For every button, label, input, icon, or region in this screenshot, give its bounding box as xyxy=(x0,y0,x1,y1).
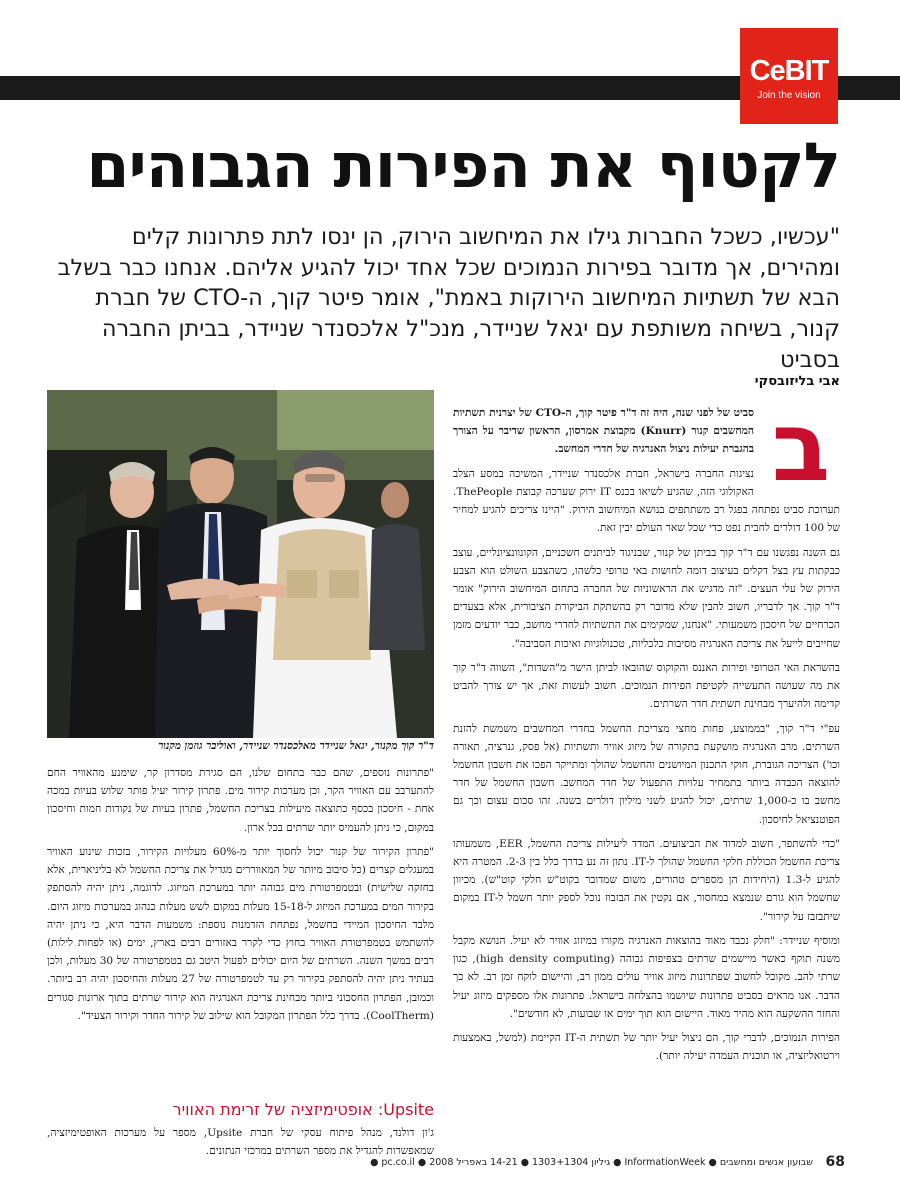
page-footer xyxy=(47,1152,845,1176)
section-subhead: Upsite: אופטימיזציה של זרימת האוויר xyxy=(172,1100,434,1119)
article-paragraph: "כדי להשתפר, חשוב למדוד את הביצועים. המדד ליעילות צריכת החשמל, EER, משמעותו צריכת החשמל הכוללת חלקי החשמל שהולך ל-IT. נתון זה נע בדרך כלל בין 2-3. המטרה היא להגיע ל-1.3 (היחידות הן מספרים טהורים, משום שמדובר בקוט"ש חלקי קוט"ש). מכיוון שחשמל הוא גורם שנמצא במחסור, אם נקטין את הבזבוז נוכל לספק יותר חשמל ל-IT במקום שיתבזבז על קירור". xyxy=(453,837,840,923)
article-paragraph: הפירות הנמוכים, לדברי קוך, הם ניצול יעיל יותר של תשתית ה-IT הקיימת (למשל, באמצעות וירטואליזציה, או תוכנית העמדה יעילה יותר). xyxy=(453,1032,840,1063)
photo-caption: ד"ר קוך מקנור, יגאל שניידר מאלכסנדר שניידר, ואוליבר גוזמן מקנור xyxy=(158,740,434,752)
footer-publication-info: שבועון אנשים ומחשבים ● InformationWeek ● גיליון 1303+1304 ● 14-21 באפריל 2008 ● pc.co.il ● xyxy=(370,1157,813,1168)
article-headline: לקטוף את הפירות הגבוהים xyxy=(86,129,840,202)
article-paragraph: "פתרון הקירור של קנור יכול לחסוך יותר מ-60% מעלויות הקירור, בזכות שינוע האוויר במעגלים קצרים (כל סיבוב מיותר של המאווררים מגדיל את צריכת החשמל לא בליניארית, אלא בחזקה שלישית) ובטמפרטורת מים גבוהה יותר במערכת המיזוג. לדוגמה, ניתן יהיה להסתפק בקירור המים במערכת המיזוג ל-15-18 מעלות במקום לשש מעלות כנהוג במערכות מיזוג היום. מלבד החיסכון המיידי בחשמל, נפתחת הזדמנות נוספת: משמעות הדבר היא, כי ניתן יהיה להשתמש בטמפרטורת האוויר בחוץ כדי לקרר באזורים רבים בארץ, ימים (או לפחות לילות) רבים במשך השנה. השרתים של היום יכולים לפעול היטב גם בטמפרטורה של 30 מעלות, ולכן בעתיד ניתן יהיה להסתפק בקירור רק עד לטמפרטורה של 27 מעלות והחיסכון יהיה רב ביותר. וכמובן, הפתרון החסכוני ביותר מבחינת צריכת האנרגיה הוא קירור שרתים בתוך ארונות סגורים (CoolTherm). בדרך כלל הפתרון המקובל הוא שילוב של קירור החדר וקירור הצעיד". xyxy=(47,845,434,1022)
drop-cap: ב xyxy=(771,404,831,503)
article-paragraph: נציגות החברה בישראל, חברת אלכסנדר שניידר, המשיכה במסע הצלב האקולוגי הזה, שהגיע לשיאו בכנס IT ירוק שערכה קבוצת ThePeople. תערוכת סביט נפתחה בפגל רב משתתפים בנושא המיחשוב הירוק. "היינו צריכים להגיע למחיר של 100 דולרים לחבית נפט כדי שכל שאר העולם יבין זאת. xyxy=(453,467,840,535)
article-paragraph: סביט של לפני שנה, היה זה ד"ר פיטר קוך, ה-CTO של יצרנית תשתיות המחשבים קנור (Knurr) מקבוצת אמרסון, הראשון שדיבר על הצורך בהגברת יעילות ניצול האנרגיה של חדרי המחשב. xyxy=(453,407,755,456)
page-number: 68 xyxy=(825,1154,845,1170)
cebit-logo xyxy=(740,28,838,124)
photo-illustration xyxy=(47,390,434,738)
logo-wordmark: CeBIT xyxy=(749,55,829,87)
article-paragraph: בהשראת האי הטרופי ופירות האננס והקוקוס שהובאו לביתן הישר מ"השדות", השווה ד"ר קוך את מה שעושה התעשייה לקטיפת הפירות הנמוכים. חשוב לעשות זאת, אך יש צורך להביט קדימה ולהיערך מבחינת תשתית חדר השרתים. xyxy=(453,661,840,711)
logo-tagline: Join the vision xyxy=(757,90,821,101)
article-byline: אבי בליזובסקי xyxy=(754,374,840,389)
article-photo xyxy=(47,390,434,738)
article-column-right xyxy=(453,404,840,1154)
article-paragraph: "פתרונות נוספים, שהם כבר בתחום שלנו, הם סגירת מסדרון קר, שימנע מהאוויר החם להתערבב עם האוויר הקר, וכן מערכות קירור מים. פתרון קירור יעיל פותר שלוש בעיות במכה אחת - חיסכון בכסף כתוצאה מיעילות בצריכת החשמל, פתרון בעיות של נקודות חמות וחיסכון במקום, כי ניתן להעמיס יותר שרתים בכל ארון. xyxy=(47,767,434,834)
article-paragraph: עפ"י ד"ר קוך, "בממוצע, פחות מחצי מצריכת החשמל בחדרי המחשבים משמשת להזנת השרתים. מרב האנרגיה מושקעת בתקורה של מיזוג אוויר ותשתיות (אל פסק, גנרציה, תאורה וכו') הצריכה הגוברת, חוקי התכנון המיושנים והחשמל שהולך ומתייקר הפכו את חשבון החשמל להוצאה הכבדה ביותר בתמחיר עלויות התפעול של חדר המחשב. חשבון החשמל של חדר מחשב בו כ-1,000 שרתים, יכול להגיע לשני מיליון דולרים בשנה. זהו סכום עצום וכך גם הפוטנציאל לחיסכון. xyxy=(453,722,840,826)
section-paragraph: ג'ון דולנד, מנהל פיתוח עסקי של חברת Upsite, מספר על מערכות האופטימיזציה, שמאפשרות להגדיל את מספר השרתים במרכזי הנתונים. xyxy=(47,1127,434,1156)
article-paragraph: גם השנה נפגשנו עם ד"ר קוך בביתן של קנור, שבניגוד לביתנים חשכניים, הקונוונציונליים, עוצב כבקתות עץ בצל דקלים בעיצוב דומה לחושות באי טרופי כלשהו, כשהצבע השולט הוא הצבע הירוק של עלי העצים. "זה מדגיש את הראשוניות של החברה בתחום המיחשוב הירוק" אומר ד"ר קוך. אך לדבריו, חשוב להבין שלא מדובר רק בהשתקת הביקורת הציבורית, אלא בצעדים הכרחיים של חיסכון משמעותי. "אנחנו, שמקימים את התשתיות לחדרי מחשב, כבר יודעים מזמן שחייבים לייעל את צריכת האנרגיה מסיבות כלכליות, טכנולוגיות ואיכות הסביבה". xyxy=(453,546,840,650)
article-paragraph: ומוסיף שניידר: "חלק נכבד מאוד בהוצאות האנרגיה מקורו במיזוג אוויר לא יעיל. הנושא מקבל משנה תוקף כאשר מיישמים שרתים בצפיפות גבוהה (high density computing), כגון שרתי להב. מקובל לחשוב שפתרונות מיזוג אוויר עולים ממון רב, והיישום לוקח זמן רב. לא כך הדבר. אנו מראים בסביט פתרונות שיושמו בהצלחה בישראל. פתרונות אלו מספקים מיזוג יעיל והחזר ההשקעה הוא מהיר מאוד. היישום הוא תוך ימים או שבועות, לא חודשים". xyxy=(453,934,840,1020)
article-lead: "עכשיו, כשכל החברות גילו את המיחשוב הירוק, הן ינסו לתת פתרונות קלים ומהירים, אך מדובר בפירות הנמוכים שכל אחד יכול להגיע אליהם. אנחנו כבר בשלב הבא של תשתיות המיחשוב הירוקות באמת", אומר פיטר קוך, ה-CTO של חברת קנור, בשיחה משותפת עם יגאל שניידר, מנכ"ל אלכסנדר שניידר, בביתן החברה בסביט xyxy=(57,224,840,373)
article-column-left xyxy=(47,764,434,1154)
